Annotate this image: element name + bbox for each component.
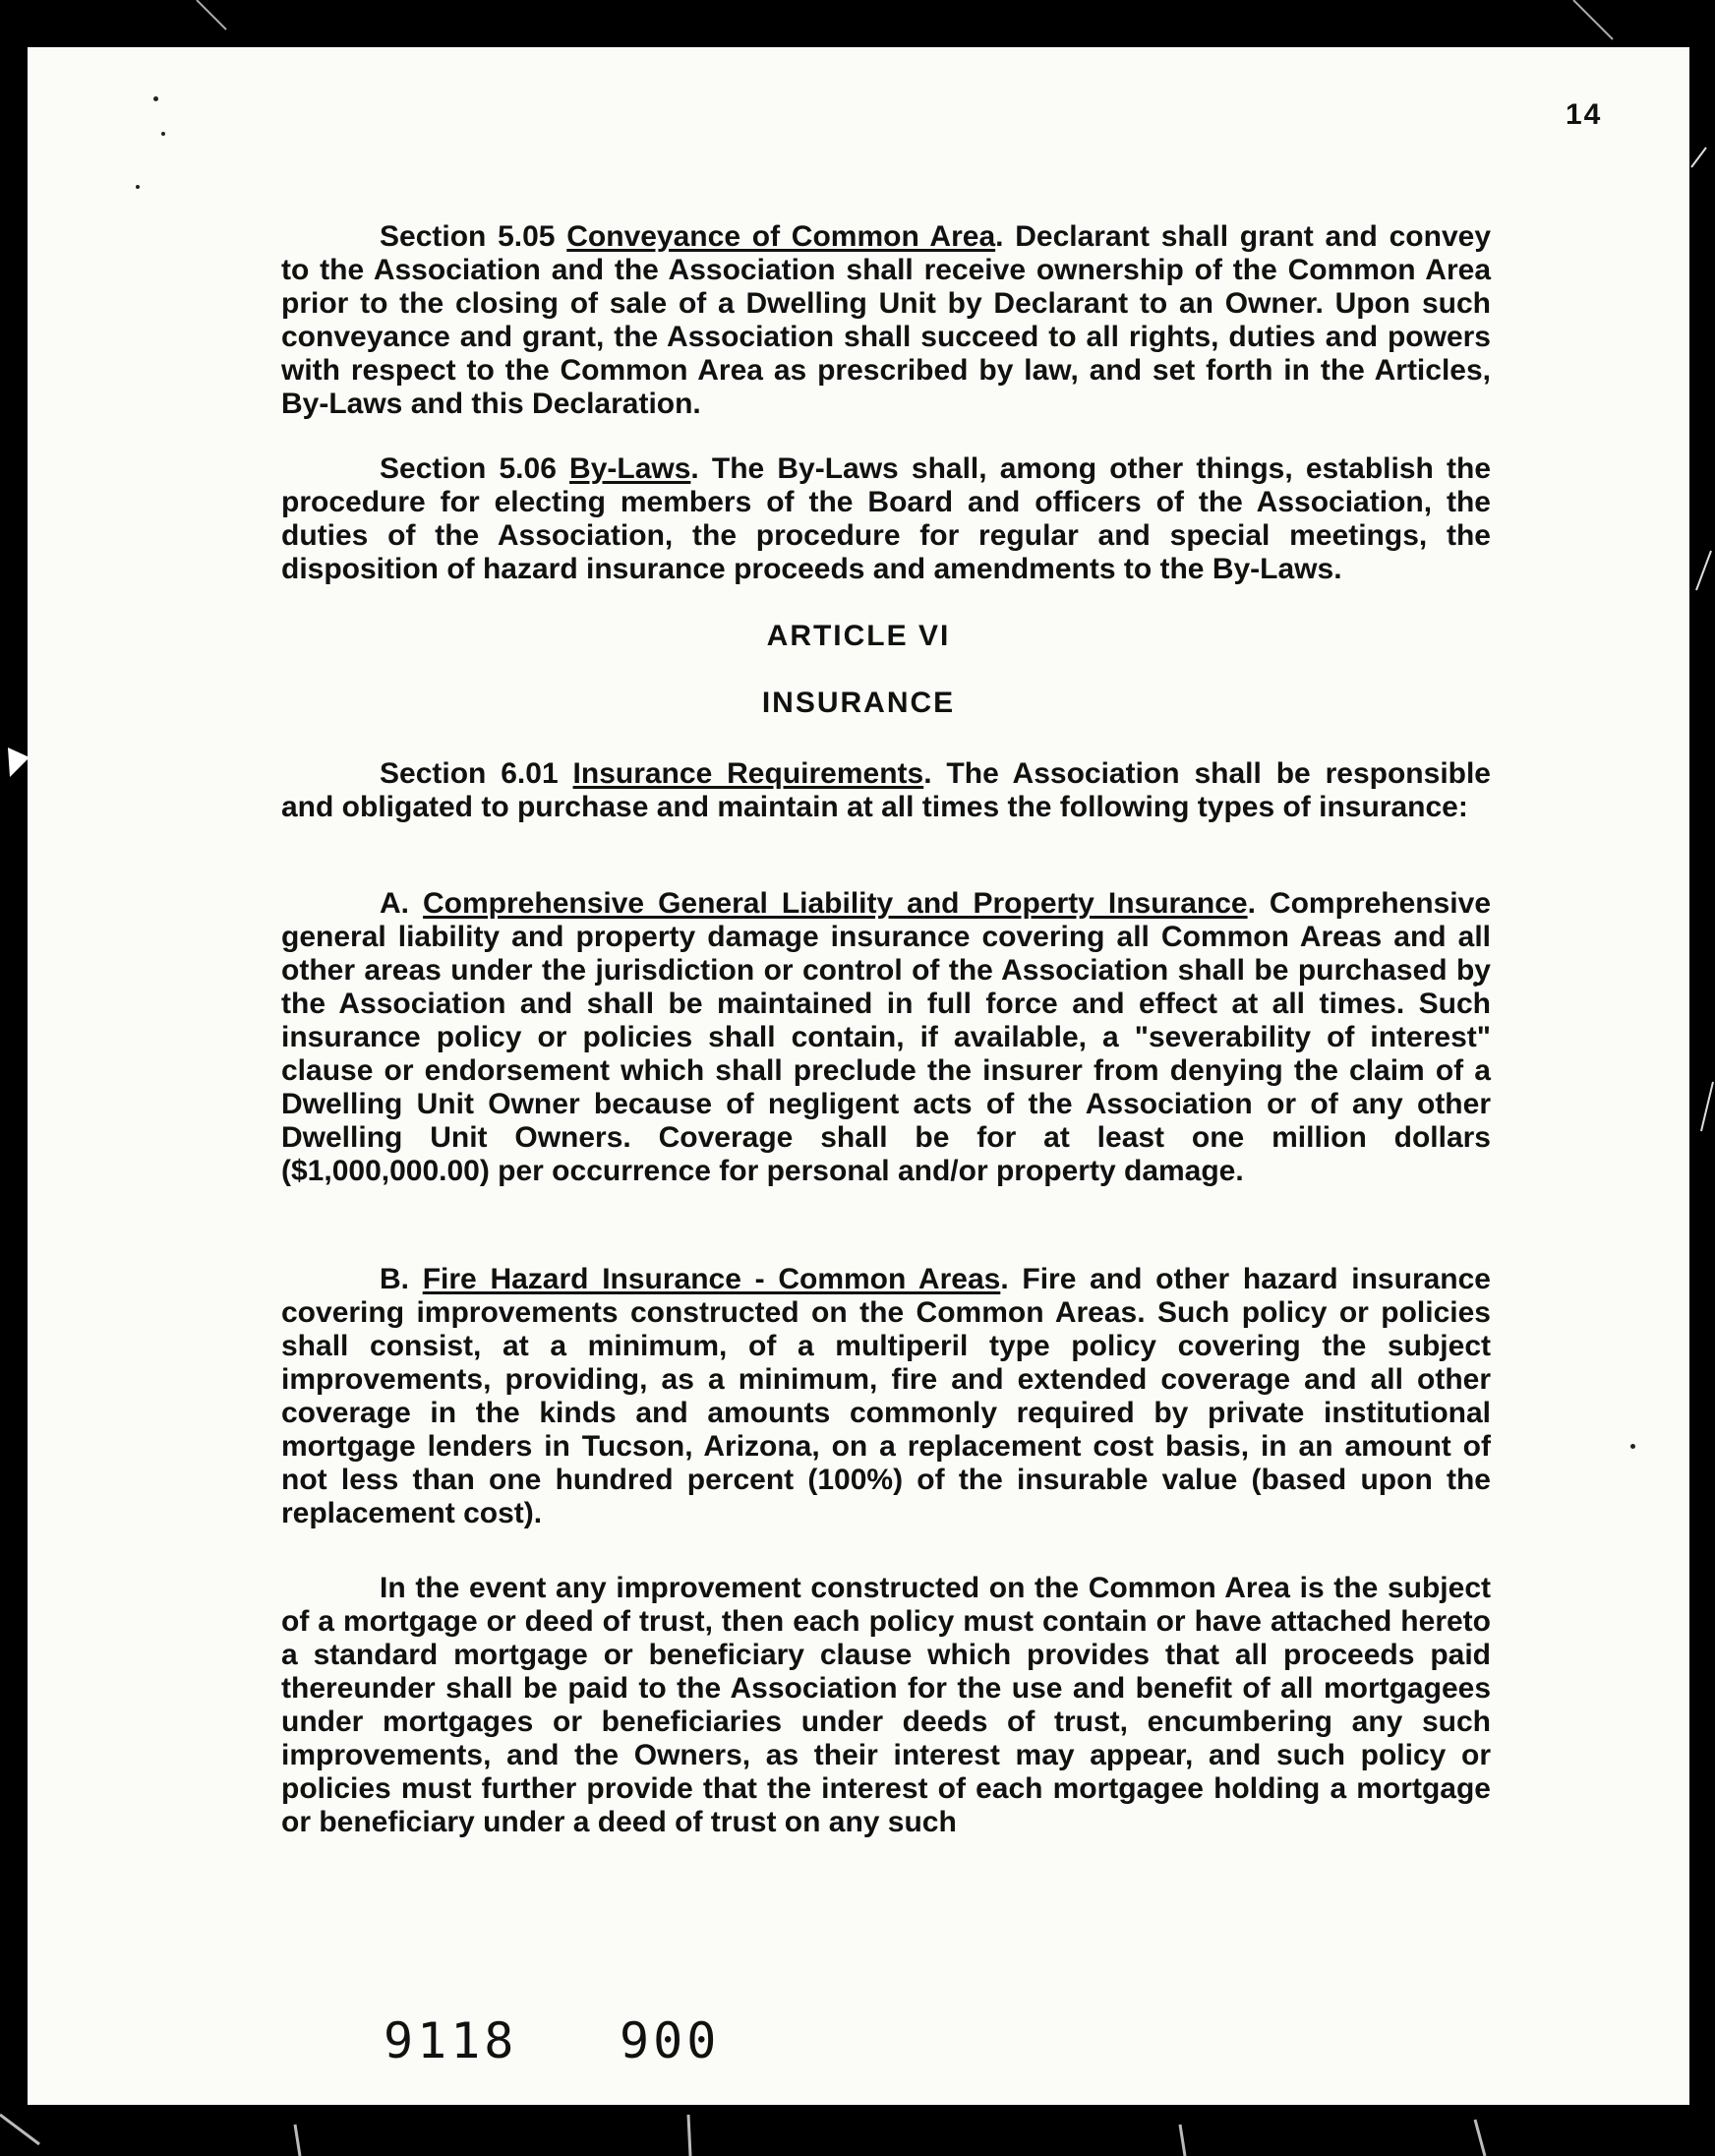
item-title: Fire Hazard Insurance - Common Areas <box>422 1263 1001 1295</box>
section-5-05-paragraph <box>281 220 1491 421</box>
item-body: . Comprehensive general liability and property damage insurance covering all Common Areas and all other areas under the jurisdiction or control of the Association shall be purchased by the Association and shall be maintained in full force and effect at all times. Such insurance policy or policies shall contain, if available, a "severability of interest" clause or endorsement which shall preclude the insurer from denying the claim of a Dwelling Unit Owner because of negligent acts of the Association or of any other Dwelling Unit Owners. Coverage shall be for at least one million dollars ($1,000,000.00) per occurrence for personal and/or property damage. <box>281 887 1492 1187</box>
section-body: . The Association shall be responsible and obligated to purchase and maintain at all times the following types of insurance: <box>281 757 1491 823</box>
section-number: Section 5.05 <box>380 220 556 253</box>
scan-speck <box>1630 1444 1635 1449</box>
item-title: Comprehensive General Liability and Property Insurance <box>423 887 1248 920</box>
section-title: Conveyance of Common Area <box>566 220 996 253</box>
footer-code-right: 900 <box>620 2012 721 2069</box>
item-letter: A. <box>380 887 409 920</box>
scan-speck <box>153 96 158 101</box>
item-body: . Fire and other hazard insurance covering improvements constructed on the Common Areas. Such policy or policies shall consist, at a minimum, of a multiperil type policy covering the subject improvements, providing, as a minimum, fire and extended coverage and all other coverage in the kinds and amounts commonly required by private institutional mortgage lenders in Tucson, Arizona, on a replacement cost basis, in an amount of not less than one hundred percent (100%) of the insurable value (based upon the replacement cost). <box>281 1263 1491 1529</box>
item-a-paragraph <box>281 887 1491 1188</box>
section-body: . The By-Laws shall, among other things, establish the procedure for electing members of the Board and officers of the Association, the duties of the Association, the procedure for regular and special meetings, the disposition of hazard insurance proceeds and amendments to the By-Laws. <box>281 452 1492 585</box>
section-number: Section 6.01 <box>380 757 559 790</box>
section-title: By-Laws <box>569 452 691 485</box>
section-number: Section 5.06 <box>380 452 557 485</box>
document-page <box>28 47 1689 2105</box>
section-6-01-paragraph <box>281 757 1491 824</box>
scan-speck <box>161 132 165 136</box>
article-title-heading: INSURANCE <box>761 687 956 719</box>
page-number: 14 <box>1566 98 1603 131</box>
article-number-heading: ARTICLE VI <box>766 620 951 652</box>
section-body: . Declarant shall grant and convey to the Association and the Association shall receive ownership of the Common Area prior to the closing of sale of a Dwelling Unit by Declarant to an Owner. Upon such conveyance and grant, the Association shall succeed to all rights, duties and powers with respect to the Common Area as prescribed by law, and set forth in the Articles, By-Laws and this Declaration. <box>281 220 1492 420</box>
paragraph-text: In the event any improvement constructed on the Common Area is the subject of a mortgage or deed of trust, then each policy must contain or have attached hereto a standard mortgage or beneficiary clause which provides that all proceeds paid thereunder shall be paid to the Association for the use and benefit of all mortgagees under mortgages or beneficiaries under deeds of trust, encumbering any such improvements, and the Owners, as their interest may appear, and such policy or policies must further provide that the interest of each mortgagee holding a mortgage or beneficiary under a deed of trust on any such <box>281 1572 1491 1838</box>
section-5-06-paragraph <box>281 452 1491 586</box>
scan-speck <box>136 185 140 189</box>
item-b-paragraph <box>281 1263 1491 1530</box>
mortgage-clause-paragraph <box>281 1572 1491 1839</box>
section-title: Insurance Requirements <box>572 757 924 790</box>
footer-code-left: 9118 <box>384 2012 518 2069</box>
item-letter: B. <box>380 1263 409 1295</box>
